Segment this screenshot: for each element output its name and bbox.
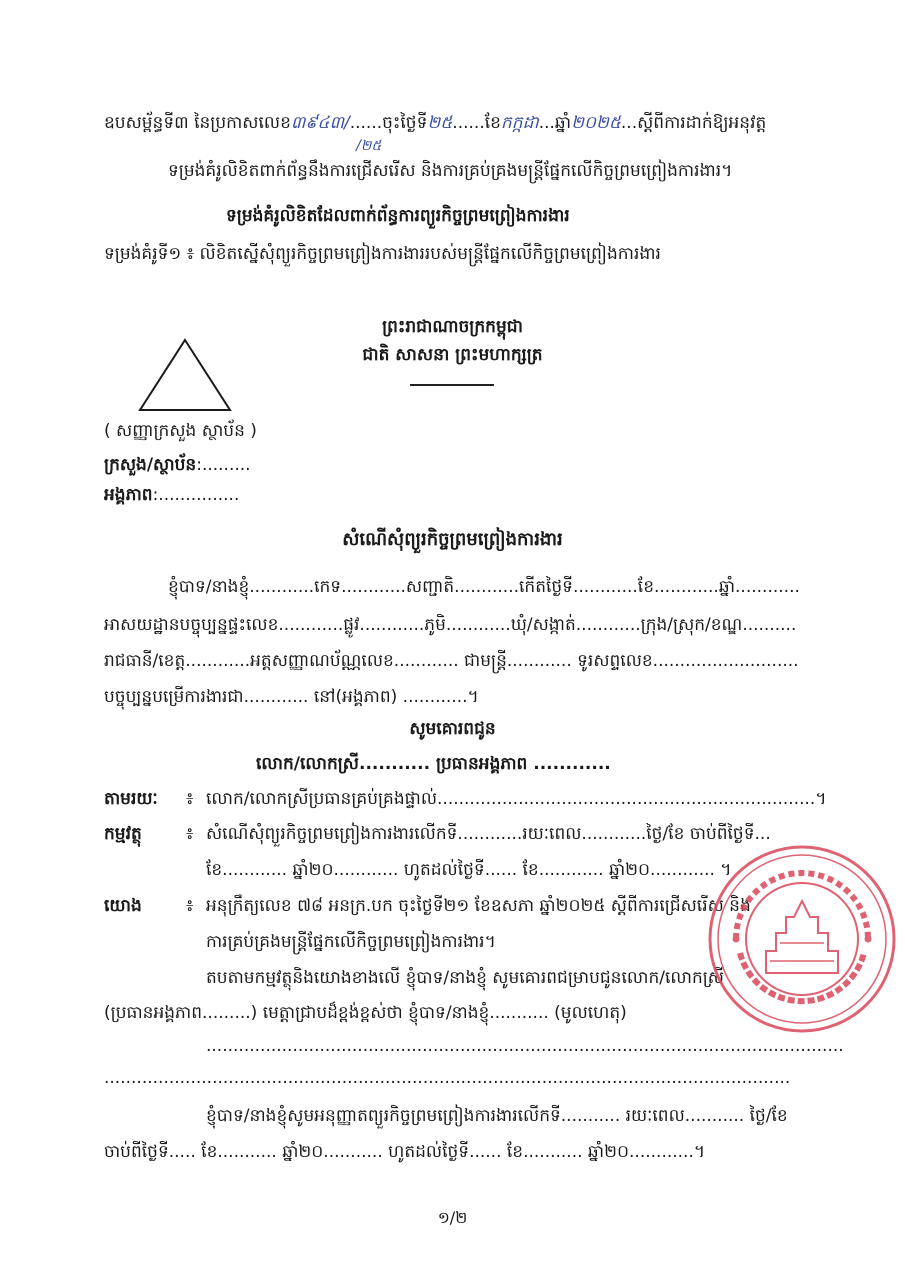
entity-fill: :...............: [152, 485, 240, 505]
body-line-3: រាជធានី/ខេត្ត............អត្តសញ្ញាណប័ណ្ណលេខ............ ជាមន្ត្រី............ ទូរសព្ទលេខ...........................: [104, 651, 799, 671]
handwritten-slash: /: [343, 113, 350, 133]
heading-template-1: ទម្រង់គំរូទី១ ៖ លិខិតស្នើសុំព្យួរកិច្ចព្រមព្រៀងការងាររបស់មន្ត្រីផ្នែកលើកិច្ចព្រមព្រៀងការងារ: [104, 244, 661, 264]
closing-line-3: ......................................................................................................................: [206, 1036, 844, 1056]
ministry-fill: :.........: [196, 455, 251, 475]
body-line-1: ខ្ញុំបាទ/នាងខ្ញុំ............កេទ............សញ្ជាតិ............កើតថ្ងៃទី............ខែ............ឆ្នាំ............: [168, 577, 800, 597]
official-seal-icon: [706, 843, 898, 1035]
reference-label: យោង: [104, 896, 142, 916]
kingdom-title: ព្រះរាជាណាចក្រកម្ពុជា: [382, 317, 523, 337]
heading-template-group: ទម្រង់គំរូលិខិតដែលពាក់ព័ន្ធការព្យួរកិច្ចព្រមព្រៀងការងារ: [226, 206, 570, 226]
subject-text-2: ខែ............ ឆ្នាំ២០............ ហូតដល់ថ្ងៃទី...... ខែ............ ឆ្នាំ២០............ ។: [206, 860, 732, 880]
reference-text-2: ការគ្រប់គ្រងមន្ត្រីផ្នែកលើកិច្ចព្រមព្រៀងការងារ។: [206, 932, 496, 952]
ministry-line: [104, 454, 251, 479]
entity-label: អង្គភាព: [104, 485, 153, 505]
addressee-line: លោក/លោកស្រី........... ប្រធានអង្គភាព ............: [256, 754, 611, 774]
handwritten-day: ២៥: [427, 113, 453, 133]
ministry-label: ក្រសួង/ស្ថាប័ន: [104, 455, 197, 475]
intro-line-2: ទម្រង់គំរូលិខិតពាក់ព័ន្ធនឹងការជ្រើសរើស និងការគ្រប់គ្រងមន្ត្រីផ្នែកលើកិច្ចព្រមព្រៀងការងារ។: [168, 161, 733, 181]
closing-line-4: ...............................................................................................................................: [104, 1068, 791, 1088]
kingdom-motto: ជាតិ សាសនា ព្រះមហាក្សត្រ: [362, 345, 543, 365]
document-title: សំណើសុំព្យួរកិច្ចព្រមព្រៀងការងារ: [342, 529, 563, 550]
via-text: លោក/លោកស្រីប្រធានគ្រប់គ្រងផ្ទាល់......................................................................។: [206, 789, 827, 809]
triangle-emblem-icon: [138, 338, 232, 412]
page-number: ១/២: [437, 1208, 468, 1227]
body-line-4: បច្ចុប្បន្នបម្រើការងារជា............ នៅ(អង្គភាព) ............។: [104, 687, 479, 707]
respect-line: សូមគោរពជូន: [409, 719, 496, 739]
closing-line-2: (ប្រធានអង្គភាព.........) មេត្តាជ្រាបដ៏ខ្ពង់ខ្ពស់ថា ខ្ញុំបាទ/នាងខ្ញុំ........... (មូលហេតុ): [104, 1003, 627, 1023]
closing-line-1: តបតាមកម្មវត្ថុនិងយោងខាងលើ ខ្ញុំបាទ/នាងខ្ញុំ សូមគោរពជម្រាបជូនលោក/លោកស្រី: [206, 968, 724, 988]
intro-text-a: ឧបសម្ព័ន្ធទី៣ នៃប្រកាសលេខ: [104, 113, 291, 133]
entity-line: [104, 484, 239, 509]
handwritten-year: ២០២៥: [571, 113, 621, 133]
handwritten-month: កក្កដា: [500, 113, 539, 133]
handwritten-subscript: /២៥: [356, 138, 382, 154]
subject-text-1: សំណើសុំព្យួរកិច្ចព្រមព្រៀងការងារលើកទី............រយៈពេល............ថ្ងៃ/ខែ ចាប់ពីថ្ងៃទី...: [206, 824, 771, 844]
subject-colon: ៖: [186, 824, 194, 844]
intro-text-e: ...ស្តីពីការដាក់ឱ្យអនុវត្ត: [620, 113, 767, 133]
intro-text-b: ......ចុះថ្ងៃទី: [349, 113, 428, 133]
via-label: តាមរយៈ: [104, 789, 158, 809]
closing-line-5: ខ្ញុំបាទ/នាងខ្ញុំសូមអនុញ្ញាតព្យួរកិច្ចព្រមព្រៀងការងារលើកទី........... រយៈពេល........... ថ្ងៃ/ខែ: [206, 1106, 788, 1126]
reference-text-1: អនុក្រឹត្យលេខ ៧៨ អនក្រ.បក ចុះថ្ងៃទី២១ ខែឧសភា ឆ្នាំ២០២៥ ស្តីពីការជ្រើសរើស និង: [206, 896, 751, 916]
subject-label: កម្មវត្ថុ: [104, 824, 142, 844]
intro-text-c: ......ខែ: [452, 113, 501, 133]
handwritten-decree-number: ៣៩៤៣: [290, 113, 344, 133]
body-line-2: អាសយដ្ឋានបច្ចុប្បន្នផ្ទះលេខ............ផ្លូវ............ភូមិ............ឃុំ/សង្កាត់............ក្រុង/ស្រុក/ខណ្ឌ..........: [104, 615, 797, 635]
reference-colon: ៖: [186, 896, 194, 916]
closing-line-6: ចាប់ពីថ្ងៃទី..... ខែ........... ឆ្នាំ២០........... ហូតដល់ថ្ងៃទី...... ខែ........... ឆ្នាំ២០............។: [104, 1142, 706, 1162]
emblem-caption: ( សញ្ញាក្រសួង ស្ថាប័ន ): [104, 421, 257, 441]
via-colon: ៖: [186, 789, 194, 809]
header-divider: [410, 384, 494, 386]
intro-text-d: ...ឆ្នាំ: [538, 113, 572, 133]
intro-line-1: [104, 112, 766, 137]
